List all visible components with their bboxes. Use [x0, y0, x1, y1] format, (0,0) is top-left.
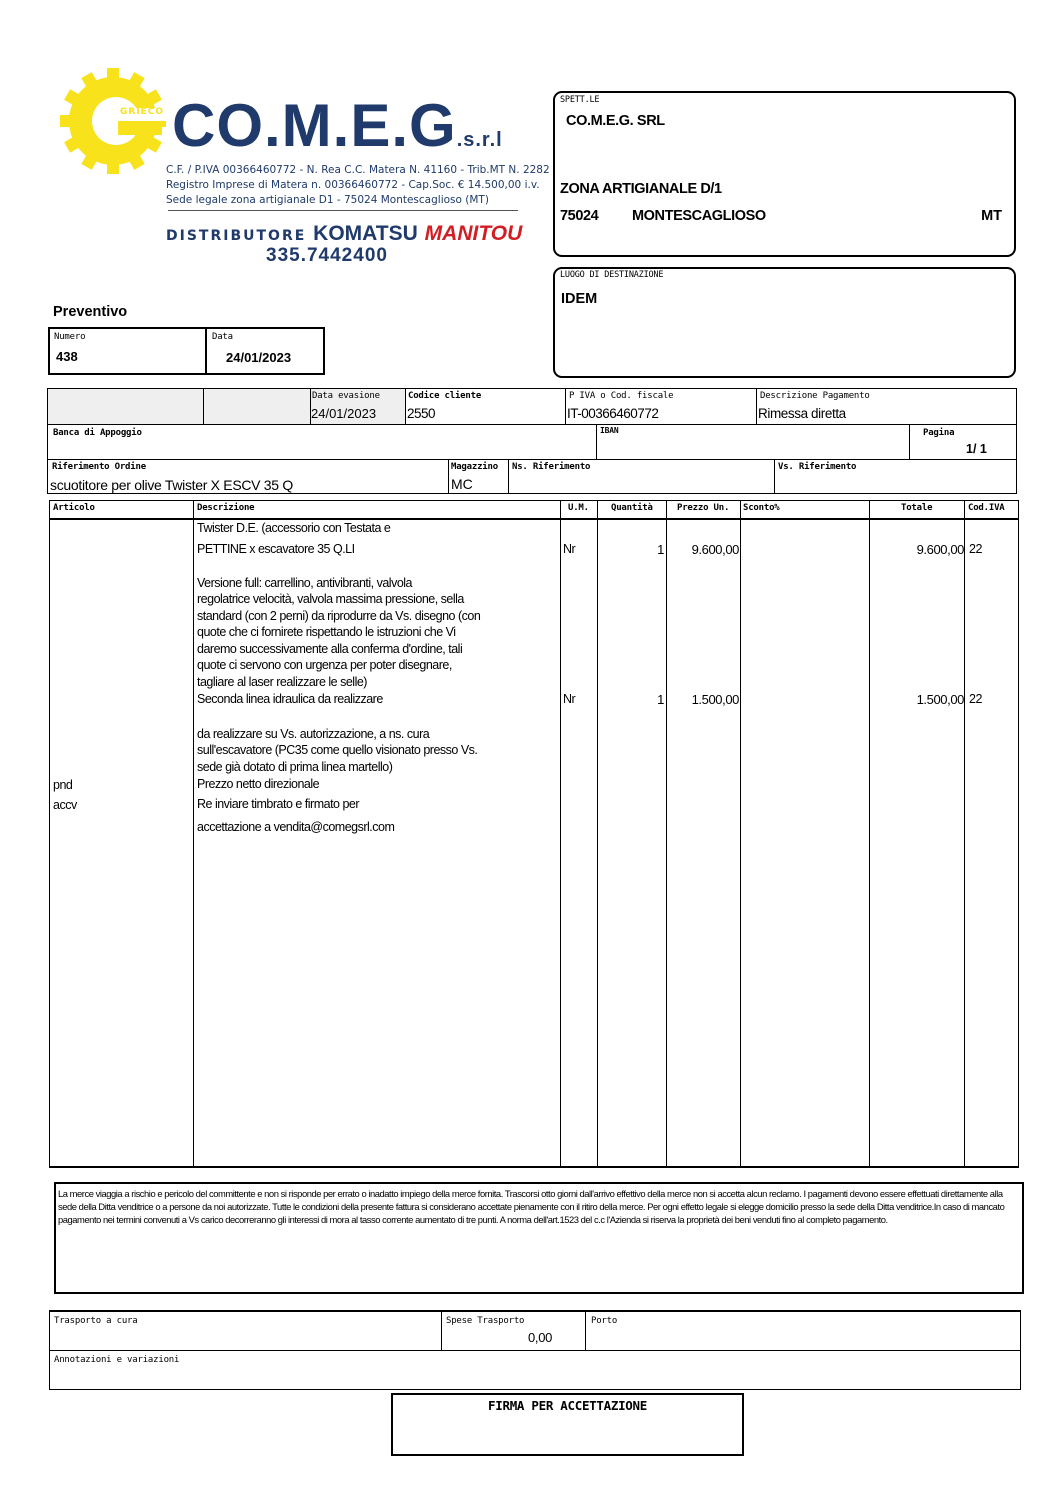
col-header-um: U.M. — [568, 503, 589, 513]
brand-suffix: .s.r.l — [456, 129, 503, 151]
table-row-description: quote ci servono con urgenza per poter disegnare, — [197, 658, 452, 672]
divider — [205, 329, 207, 373]
document-number: 438 — [56, 349, 78, 364]
pagamento-value: Rimessa diretta — [758, 406, 846, 421]
table-row-description: Re inviare timbrato e firmato per — [197, 797, 360, 811]
table-row-description: sede già dotato di prima linea martello) — [197, 760, 393, 774]
table-row-um: Nr — [563, 692, 576, 706]
col-header-articolo: Articolo — [53, 503, 95, 513]
spese-label: Spese Trasporto — [446, 1316, 525, 1326]
logo-divider — [168, 210, 518, 211]
table-row-prezzo: 1.500,00 — [691, 692, 739, 707]
table-row-description: Seconda linea idraulica da realizzare — [197, 692, 383, 706]
divider — [508, 460, 509, 493]
recipient-cap: 75024 — [560, 208, 599, 224]
divider — [50, 1350, 1020, 1351]
table-row-qta: 1 — [657, 542, 664, 557]
magazzino-value: MC — [451, 476, 473, 492]
footer-box — [49, 1310, 1021, 1390]
divider — [596, 425, 597, 459]
col-border — [49, 500, 50, 1168]
info-row-3 — [47, 459, 1017, 494]
recipient-address: ZONA ARTIGIANALE D/1 — [560, 181, 722, 197]
table-row-description: tagliare al laser realizzare le selle) — [197, 675, 367, 689]
col-header-iva: Cod.IVA — [968, 503, 1005, 513]
recipient-label: SPETT.LE — [560, 95, 600, 105]
table-row-description: Versione full: carrellino, antivibranti, valvola — [197, 576, 413, 590]
document-date: 24/01/2023 — [226, 350, 292, 365]
divider — [585, 1312, 586, 1350]
divider — [909, 425, 910, 459]
legal-conditions-text: La merce viaggia a rischio e pericolo del committente e non si risponde per errato o inadatto impiego della merce fornita. Trascorsi otto giorni dall'arrivo effettivo della merce non si accetta alcun reclamo. I pagamenti devono essere effettuati direttamente alla sede della Ditta venditrice o a persone da noi autorizzate. Tutte le condizioni della presente fattura si considerano accettate pienamente con il ritiro della merce. Per ogni effetto legale si elegge domicilio presso la sede della Ditta venditrice.In caso di mancato pagamento nei termini convenuti a Vs carico decorreranno gli interessi di mora al tasso corrente aumentato di tre punti. A norma dell'art.1523 del c.c l'Azienda si riserva la proprietà dei beni venduti fino al completo pagamento. — [58, 1188, 1005, 1225]
info-row-1 — [47, 388, 1017, 425]
items-table — [49, 500, 1019, 1168]
recipient-name: CO.M.E.G. SRL — [566, 113, 665, 129]
signature-label: FIRMA PER ACCETTAZIONE — [488, 1398, 647, 1413]
company-logo-gear — [58, 66, 168, 176]
gear-icon — [58, 66, 168, 176]
table-top-border — [49, 500, 1019, 501]
iban-label: IBAN — [600, 426, 619, 435]
col-header-prezzo: Prezzo Un. — [677, 503, 730, 513]
col-border — [869, 500, 870, 1168]
codice-cliente: 2550 — [407, 406, 436, 421]
pagina-label: Pagina — [923, 428, 955, 438]
ns-rif-label: Ns. Riferimento — [512, 462, 591, 472]
table-header-border — [49, 518, 1019, 520]
data-evasione: 24/01/2023 — [311, 406, 377, 421]
divider — [203, 389, 204, 424]
table-row-iva: 22 — [969, 542, 982, 556]
table-row-articolo: pnd — [53, 778, 73, 792]
col-border — [597, 500, 598, 1168]
brand-name: CO.M.E.G — [172, 92, 457, 159]
divider — [405, 389, 406, 424]
table-row-description: sull'escavatore (PC35 come quello visionato presso Vs. — [197, 743, 478, 757]
table-row-qta: 1 — [657, 692, 664, 707]
recipient-box — [553, 91, 1016, 257]
trasporto-label: Trasporto a cura — [54, 1316, 138, 1326]
info-row-2 — [47, 424, 1017, 460]
komatsu-brand: KOMATSU — [313, 222, 418, 245]
pagamento-label: Descrizione Pagamento — [760, 391, 870, 401]
piva-value: IT-00366460772 — [567, 406, 659, 421]
data-evasione-label: Data evasione — [312, 391, 380, 401]
table-bottom-border — [49, 1166, 1019, 1168]
company-info-line: C.F. / P.IVA 00366460772 - N. Rea C.C. Matera N. 41160 - Trib.MT N. 2282 — [166, 164, 550, 176]
table-row-prezzo: 9.600,00 — [691, 542, 739, 557]
codice-cliente-label: Codice cliente — [408, 391, 482, 401]
divider — [441, 1312, 442, 1350]
table-row-description: daremo successivamente alla conferma d'ordine, tali — [197, 642, 463, 656]
table-row-totale: 1.500,00 — [916, 692, 964, 707]
document-type: Preventivo — [53, 304, 128, 320]
signature-box — [391, 1393, 744, 1456]
table-row-totale: 9.600,00 — [916, 542, 964, 557]
col-header-descrizione: Descrizione — [197, 503, 255, 513]
destination-label: LUOGO DI DESTINAZIONE — [560, 270, 664, 280]
distributor-label: DISTRIBUTORE — [166, 228, 307, 244]
table-row-description: Prezzo netto direzionale — [197, 777, 320, 791]
col-border — [740, 500, 741, 1168]
rif-ordine-label: Riferimento Ordine — [52, 462, 146, 472]
destination-box — [553, 267, 1016, 378]
recipient-city: MONTESCAGLIOSO — [632, 208, 766, 224]
vs-rif-label: Vs. Riferimento — [778, 462, 857, 472]
table-row-articolo: accv — [53, 798, 77, 812]
col-header-totale: Totale — [901, 503, 933, 513]
table-row-description: Twister D.E. (accessorio con Testata e — [197, 521, 391, 535]
col-border — [560, 500, 561, 1168]
table-row-description: standard (con 2 perni) da riprodurre da Vs. disegno (con — [197, 609, 481, 623]
divider — [565, 389, 566, 424]
number-label: Numero — [54, 332, 86, 342]
col-border — [964, 500, 965, 1168]
col-header-sconto: Sconto% — [743, 503, 780, 513]
rif-ordine-value: scuotitore per olive Twister X ESCV 35 Q — [50, 477, 293, 493]
table-row-um: Nr — [563, 542, 576, 556]
col-border — [193, 500, 194, 1168]
company-name — [172, 92, 503, 170]
divider — [756, 389, 757, 424]
brand-small-text: GRIECO — [120, 107, 165, 117]
document-number-date-box — [48, 327, 325, 375]
divider — [448, 460, 449, 493]
date-label: Data — [212, 332, 233, 342]
table-row-description: regolatrice velocità, valvola massima pressione, sella — [197, 592, 464, 606]
spese-value: 0,00 — [528, 1330, 553, 1345]
col-border — [666, 500, 667, 1168]
porto-label: Porto — [591, 1316, 618, 1326]
col-border — [1018, 500, 1019, 1168]
divider — [774, 460, 775, 493]
piva-label: P IVA o Cod. fiscale — [569, 391, 674, 401]
table-row-description: da realizzare su Vs. autorizzazione, a ns. cura — [197, 727, 430, 741]
recipient-province: MT — [981, 208, 1002, 224]
magazzino-label: Magazzino — [451, 462, 498, 472]
company-info — [166, 163, 550, 208]
table-row-description: PETTINE x escavatore 35 Q.LI — [197, 542, 355, 556]
annotazioni-label: Annotazioni e variazioni — [54, 1355, 180, 1365]
col-header-quantita: Quantità — [611, 503, 653, 513]
distributor-line — [166, 222, 522, 246]
pagina-value: 1/ 1 — [966, 442, 987, 456]
company-info-line: Registro Imprese di Matera n. 00366460772 - Cap.Soc. € 14.500,00 i.v. — [166, 179, 540, 191]
destination-value: IDEM — [561, 291, 598, 307]
banca-label: Banca di Appoggio — [53, 428, 142, 438]
table-row-description: quote che ci fornirete rispettando le istruzioni che Vi — [197, 625, 456, 639]
manitou-brand: MANITOU — [424, 222, 523, 245]
table-row-iva: 22 — [969, 692, 982, 706]
company-phone: 335.7442400 — [266, 245, 388, 266]
table-row-description: accettazione a vendita@comegsrl.com — [197, 820, 395, 834]
company-info-line: Sede legale zona artigianale D1 - 75024 Montescaglioso (MT) — [166, 194, 489, 206]
